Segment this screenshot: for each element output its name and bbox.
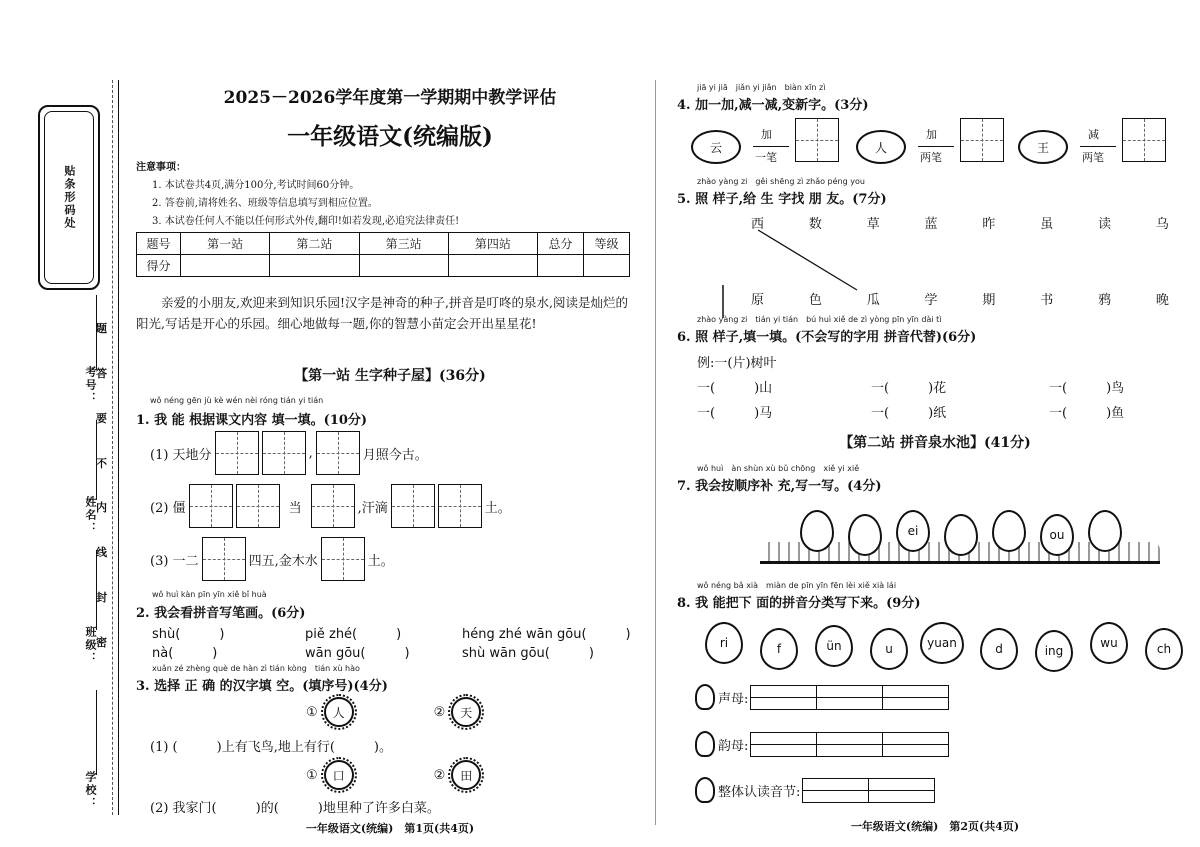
char-option[interactable]: 学 (924, 293, 938, 308)
flower-icon: 人 (324, 697, 354, 727)
q3-options-1: ① 人 ② 天 (306, 697, 481, 727)
binding-strip (0, 0, 130, 847)
char-option[interactable]: 蓝 (924, 217, 938, 232)
char-option[interactable]: 数 (808, 217, 822, 232)
water-drop: ei (896, 510, 930, 552)
seed-icon: 云 (691, 130, 741, 164)
char-option[interactable]: 晚 (1155, 293, 1169, 308)
page-2-footer: 一年级语文(统编) 第2页(共4页) (850, 820, 1020, 833)
q3-line-1[interactable]: (1) ( )上有飞鸟,地上有行( )。 (150, 740, 392, 755)
char-option[interactable]: 读 (1098, 217, 1112, 232)
water-drop[interactable] (1088, 510, 1122, 552)
notice-title: 注意事项： (136, 162, 186, 173)
q8-pinyin: wǒ néng bǎ xià miàn de pīn yīn fēn lèi xiě xià lái (697, 581, 897, 590)
q2-title: 2. 我会看拼音写笔画。(6分) (136, 606, 306, 621)
q7-pinyin: wǒ huì àn shùn xù bǔ chōng xiě yi xiě (697, 464, 860, 473)
q6-item[interactable]: 一( )鱼 (1049, 406, 1125, 421)
q8-title: 8. 我 能把下 面的拼音分类写下来。(9分) (677, 596, 921, 611)
page-2 (675, 0, 1195, 847)
water-drop: d (980, 628, 1018, 670)
notice-3: 3. 本试卷任何人不能以任何形式外传,翻印!如若发现,必追究法律责任! (152, 216, 460, 227)
q7-title: 7. 我会按顺序补 充,写一写。(4分) (677, 479, 882, 494)
subject-title: 一年级语文(统编版) (287, 123, 493, 150)
seal-line (118, 80, 119, 815)
seed-icon: 人 (856, 130, 906, 164)
q3-pinyin: xuǎn zé zhèng què de hàn zì tián kòng tián xù hào (152, 664, 360, 673)
q2-pinyin: wǒ huì kàn pīn yīn xiě bǐ huà (152, 590, 267, 599)
score-table-header: 题号 第一站 第二站 第三站 第四站 总分 等级 (137, 233, 630, 255)
q2-item[interactable]: héng zhé wān gōu( ) (462, 627, 631, 642)
barcode-box (38, 105, 100, 290)
q2-item[interactable]: shù wān gōu( ) (462, 646, 594, 661)
q5-bottom-row (751, 289, 1169, 308)
water-drop[interactable] (800, 510, 834, 552)
q6-item[interactable]: 一( )山 (697, 381, 773, 396)
page-1-footer: 一年级语文(统编) 第1页(共4页) (305, 822, 475, 835)
q1-pinyin: wǒ néng gēn jù kè wén nèi róng tián yi tián (150, 396, 324, 405)
flower-icon: 天 (451, 697, 481, 727)
q1-line-3: (3) 一二 四五,金木水 土。 (150, 536, 394, 582)
q5-example-line (675, 0, 1195, 320)
q1-line-2: (2) 僵 当 ,汗滴 土。 (150, 483, 511, 529)
q5-title: 5. 照 样子,给 生 字找 朋 友。(7分) (677, 192, 887, 207)
q6-title: 6. 照 样子,填一填。(不会写的字用 拼音代替)(6分) (677, 330, 977, 345)
q2-item[interactable]: wān gōu( ) (305, 646, 410, 661)
q8-category-syllable: 整体认读音节: (695, 777, 935, 803)
char-option[interactable]: 乌 (1155, 217, 1169, 232)
answer-box[interactable] (311, 484, 355, 528)
water-drop: ün (815, 625, 853, 667)
answer-box[interactable] (262, 431, 306, 475)
field-exam-no[interactable]: 考号： (78, 295, 100, 405)
answer-box[interactable] (391, 484, 435, 528)
char-option[interactable]: 草 (866, 217, 880, 232)
water-drop: ing (1035, 630, 1073, 672)
q6-example: 例:一(片)树叶 (697, 356, 777, 371)
q2-item[interactable]: shù( ) (152, 627, 225, 642)
notice-1: 1. 本试卷共4页,满分100分,考试时间60分钟。 (152, 180, 360, 191)
water-drop: ch (1145, 628, 1183, 670)
char-option[interactable]: 书 (1040, 293, 1054, 308)
notice-2: 2. 答卷前,请将姓名、班级等信息填写到相应位置。 (152, 198, 378, 209)
answer-grid[interactable] (750, 685, 949, 710)
char-option[interactable]: 虽 (1040, 217, 1054, 232)
char-option[interactable]: 色 (808, 293, 822, 308)
char-option[interactable]: 昨 (982, 217, 996, 232)
q6-item[interactable]: 一( )鸟 (1049, 381, 1125, 396)
q4-pinyin: jiā yi jiā jiǎn yi jiǎn biàn xīn zì (697, 83, 826, 92)
field-school[interactable]: 学校： (78, 690, 100, 810)
q5-pinyin: zhào yàng zi gěi shēng zì zhǎo péng you (697, 177, 865, 186)
score-table (136, 232, 630, 277)
water-drop: ou (1040, 514, 1074, 556)
char-option[interactable]: 瓜 (866, 293, 880, 308)
q6-item[interactable]: 一( )马 (697, 406, 773, 421)
answer-box[interactable] (316, 431, 360, 475)
cartoon-kid-icon (695, 731, 715, 757)
cartoon-kid-icon (695, 684, 715, 710)
water-drop: ri (705, 622, 743, 664)
answer-box[interactable] (236, 484, 280, 528)
q8-category-consonant: 声母: (695, 684, 949, 710)
q4-row: 云 加 一笔 人 加 两笔 王 减 两笔 (691, 118, 1171, 173)
answer-box[interactable] (438, 484, 482, 528)
barcode-label: 贴条形码处 (63, 165, 76, 230)
answer-grid[interactable] (802, 778, 935, 803)
water-drop[interactable] (848, 514, 882, 556)
page-1 (130, 0, 650, 847)
intro-text: 亲爱的小朋友,欢迎来到知识乐园!汉字是神奇的种子,拼音是叮咚的泉水,阅读是灿烂的阳光,写话是开心的乐园。细心地做每一题,你的智慧小苗定会开出星星花! (136, 295, 628, 331)
water-drop: yuan (920, 622, 964, 664)
field-name[interactable]: 姓名： (78, 420, 100, 535)
water-drop: wu (1090, 622, 1128, 664)
cartoon-kid-icon (695, 777, 715, 803)
water-drop[interactable] (944, 514, 978, 556)
answer-box[interactable] (215, 431, 259, 475)
char-option[interactable]: 原 (751, 293, 765, 308)
answer-box[interactable] (202, 537, 246, 581)
q1-title: 1. 我 能 根据课文内容 填一填。(10分) (136, 413, 368, 428)
answer-box[interactable] (321, 537, 365, 581)
q6-item[interactable]: 一( )花 (871, 381, 947, 396)
seal-line-text: 题 答 要 不 内 线 封 密 (96, 322, 107, 649)
q2-item[interactable]: piě zhé( ) (305, 627, 402, 642)
water-drop: f (760, 628, 798, 670)
water-drop[interactable] (992, 510, 1026, 552)
year-title: 2025－2026学年度第一学期期中教学评估 (223, 88, 557, 108)
flower-icon: 口 (324, 760, 354, 790)
section-2-title: 【第二站 拼音泉水池】(41分) (839, 435, 1031, 451)
score-table-row: 得分 (137, 255, 630, 277)
page-divider (655, 80, 656, 825)
answer-box[interactable] (189, 484, 233, 528)
q8-category-vowel: 韵母: (695, 731, 949, 757)
q3-title: 3. 选择 正 确 的汉字填 空。(填序号)(4分) (136, 679, 388, 694)
q7-drops (800, 510, 1140, 560)
flower-icon: 田 (451, 760, 481, 790)
q3-line-2[interactable]: (2) 我家门( )的( )地里种了许多白菜。 (150, 801, 440, 816)
field-class[interactable]: 班级： (78, 550, 100, 665)
char-option[interactable]: 鸦 (1098, 293, 1112, 308)
char-option[interactable]: 期 (982, 293, 996, 308)
q6-item[interactable]: 一( )纸 (871, 406, 947, 421)
answer-grid[interactable] (750, 732, 949, 757)
q4-title: 4. 加一加,减一减,变新字。(3分) (677, 98, 869, 113)
seal-line-inner (112, 80, 113, 815)
q2-item[interactable]: nà( ) (152, 646, 218, 661)
section-1-title: 【第一站 生字种子屋】(36分) (294, 368, 486, 384)
seed-icon: 王 (1018, 130, 1068, 164)
q8-drops (705, 622, 1185, 672)
q1-line-1: (1) 天地分 , 月照今古。 (150, 430, 428, 476)
char-option[interactable]: 西 (751, 217, 765, 232)
q6-pinyin: zhào yàng zi tián yi tián bú huì xiě de zì yòng pīn yīn dài tì (697, 315, 942, 324)
water-drop: u (870, 628, 908, 670)
q3-options-2: ① 口 ② 田 (306, 760, 481, 790)
